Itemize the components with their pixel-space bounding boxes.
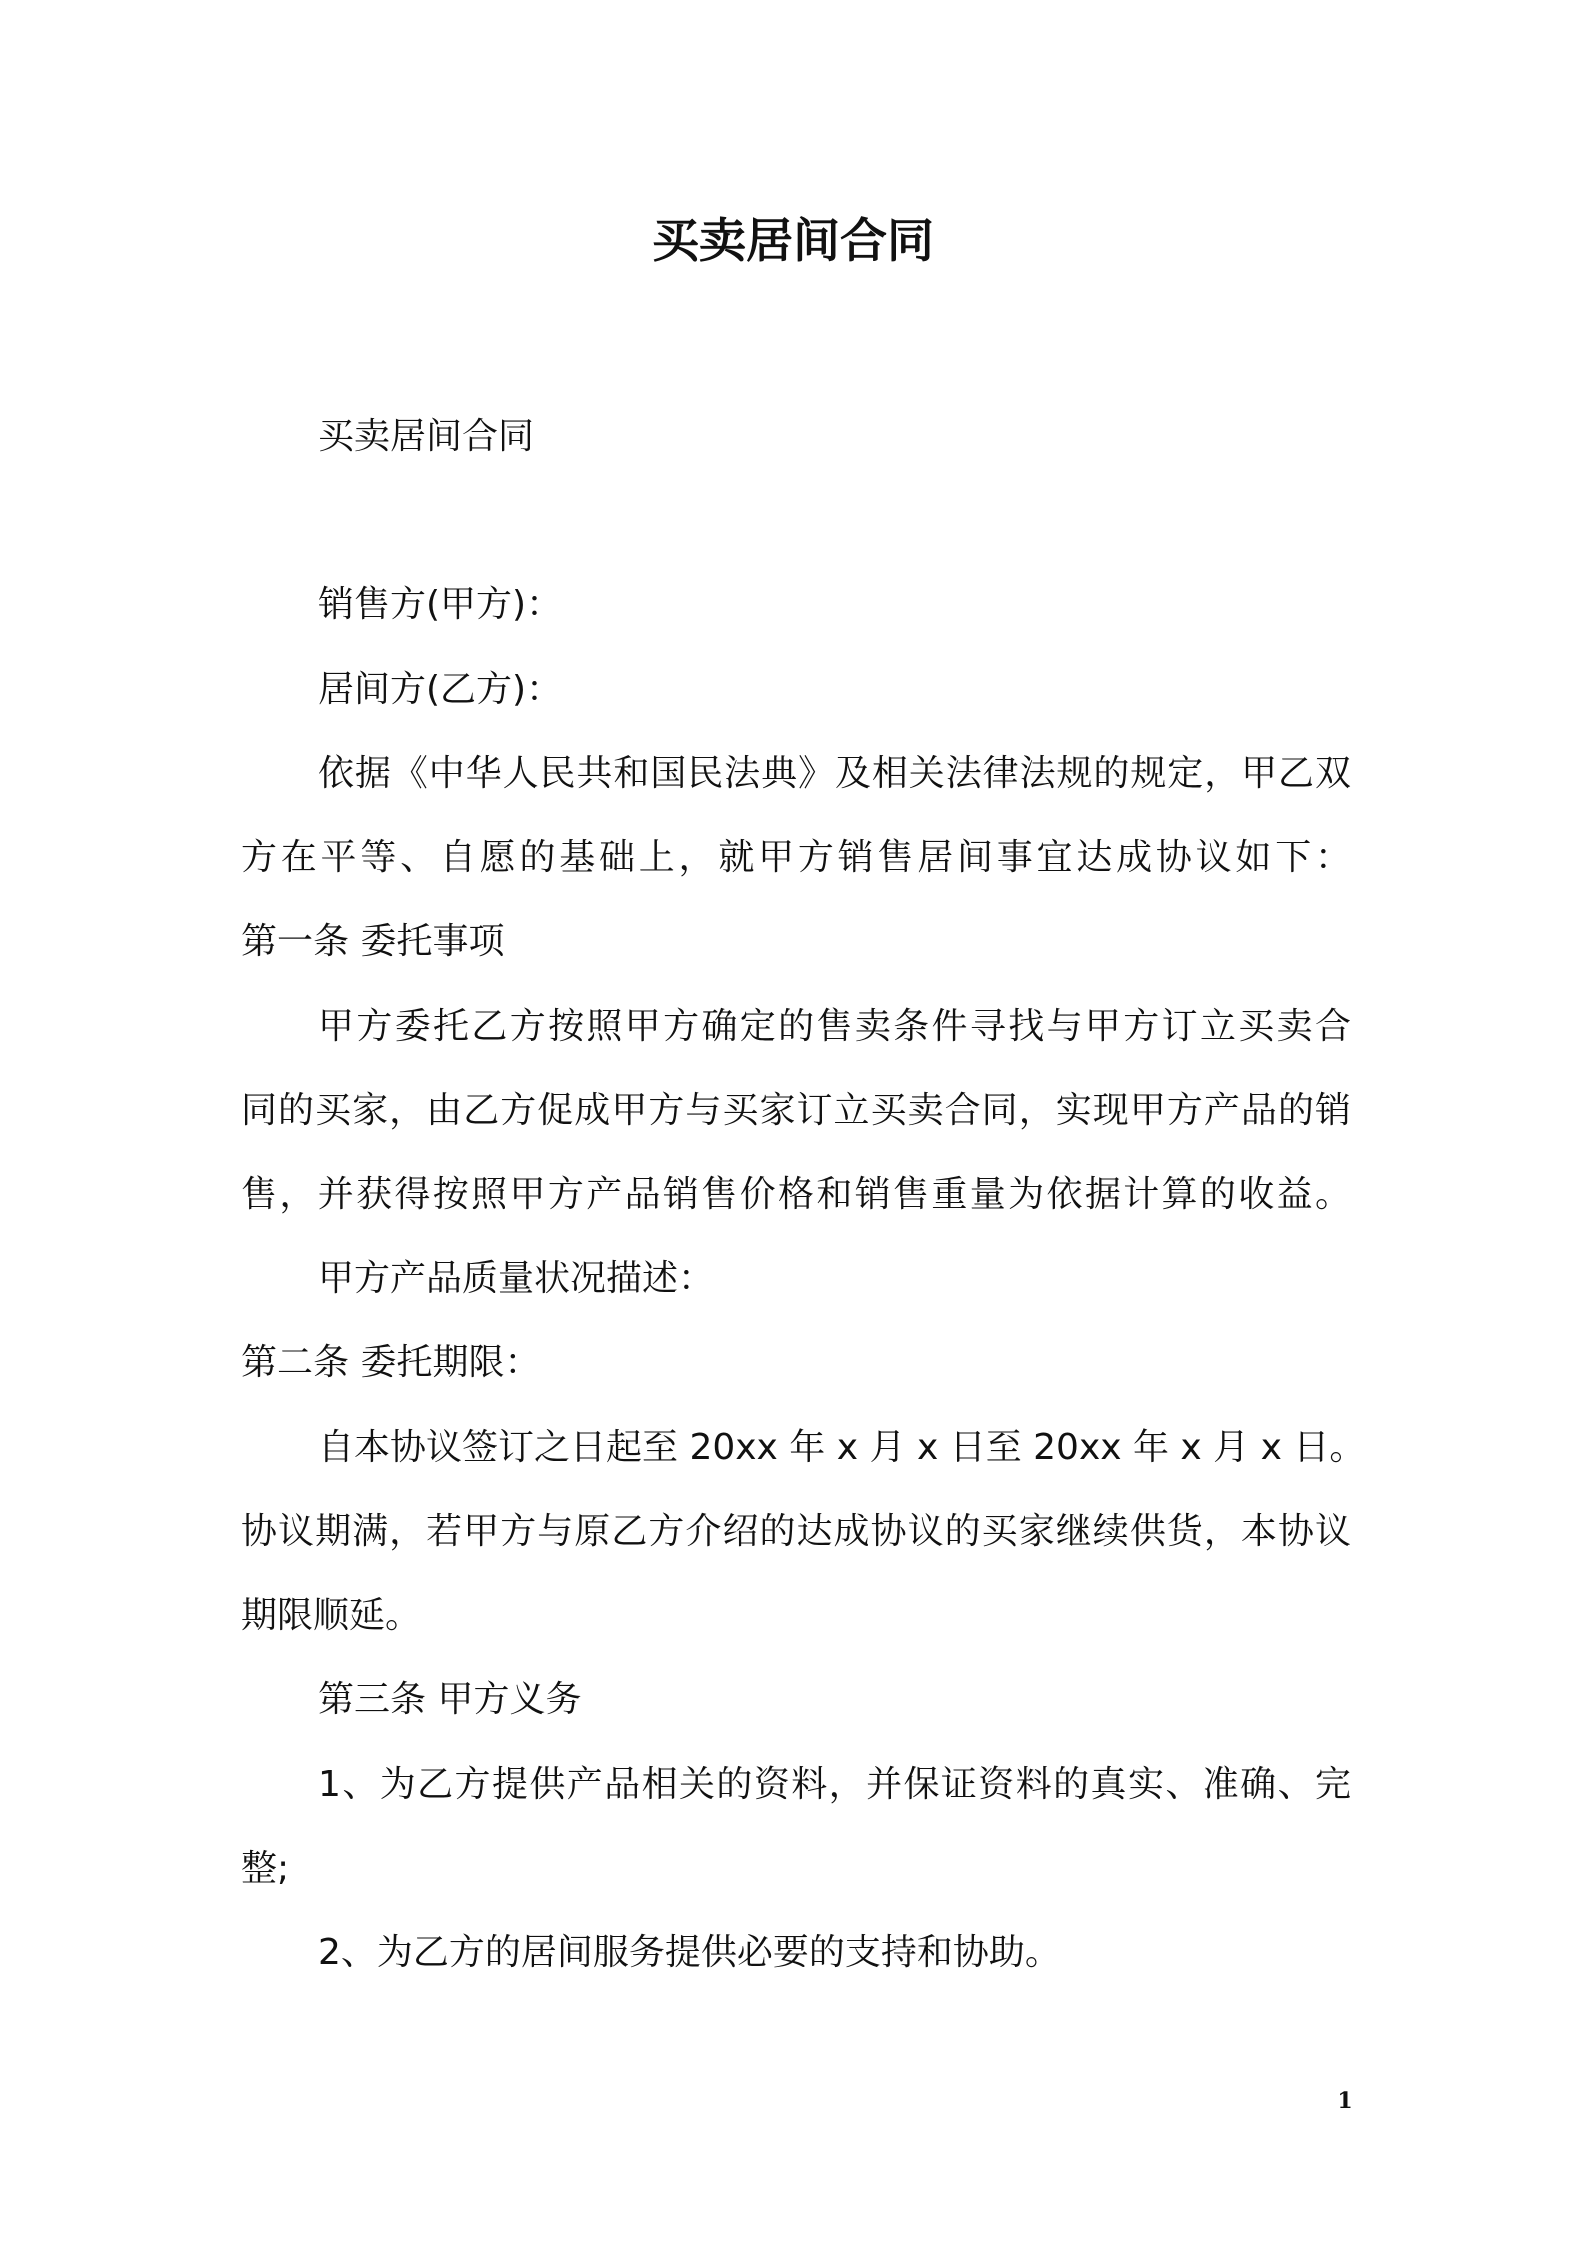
preamble-line-2: 方在平等、自愿的基础上，就甲方销售居间事宜达成协议如下： xyxy=(241,837,1351,878)
article-2-line-1: 自本协议签订之日起至 20xx 年 x 月 x 日至 20xx 年 x 月 x 日。 xyxy=(318,1427,1366,1468)
article-1-heading: 第一条 委托事项 xyxy=(241,921,505,962)
subtitle-line: 买卖居间合同 xyxy=(318,416,535,457)
article-1-line-1: 甲方委托乙方按照甲方确定的售卖条件寻找与甲方订立买卖合 xyxy=(318,1006,1351,1047)
intermediary-party-line: 居间方(乙方)： xyxy=(318,669,563,710)
article-3-item-2: 2、为乙方的居间服务提供必要的支持和协助。 xyxy=(318,1932,1061,1973)
article-1-line-2: 同的买家，由乙方促成甲方与买家订立买卖合同，实现甲方产品的销 xyxy=(241,1090,1351,1131)
article-3-item-1-line-2: 整; xyxy=(241,1848,290,1889)
document-title: 买卖居间合同 xyxy=(652,214,934,269)
article-2-line-3: 期限顺延。 xyxy=(241,1595,422,1636)
preamble-line-1: 依据《中华人民共和国民法典》及相关法律法规的规定，甲乙双 xyxy=(318,753,1351,794)
page-number: 1 xyxy=(1337,2088,1353,2114)
article-3-item-1-line-1: 1、为乙方提供产品相关的资料，并保证资料的真实、准确、完 xyxy=(318,1764,1351,1805)
seller-party-line: 销售方(甲方)： xyxy=(318,584,563,625)
article-1-line-3: 售，并获得按照甲方产品销售价格和销售重量为依据计算的收益。 xyxy=(241,1174,1351,1215)
quality-description-line: 甲方产品质量状况描述： xyxy=(318,1258,715,1299)
article-2-heading: 第二条 委托期限： xyxy=(241,1342,541,1383)
article-3-heading: 第三条 甲方义务 xyxy=(318,1679,582,1720)
article-2-line-2: 协议期满，若甲方与原乙方介绍的达成协议的买家继续供货，本协议 xyxy=(241,1511,1351,1552)
